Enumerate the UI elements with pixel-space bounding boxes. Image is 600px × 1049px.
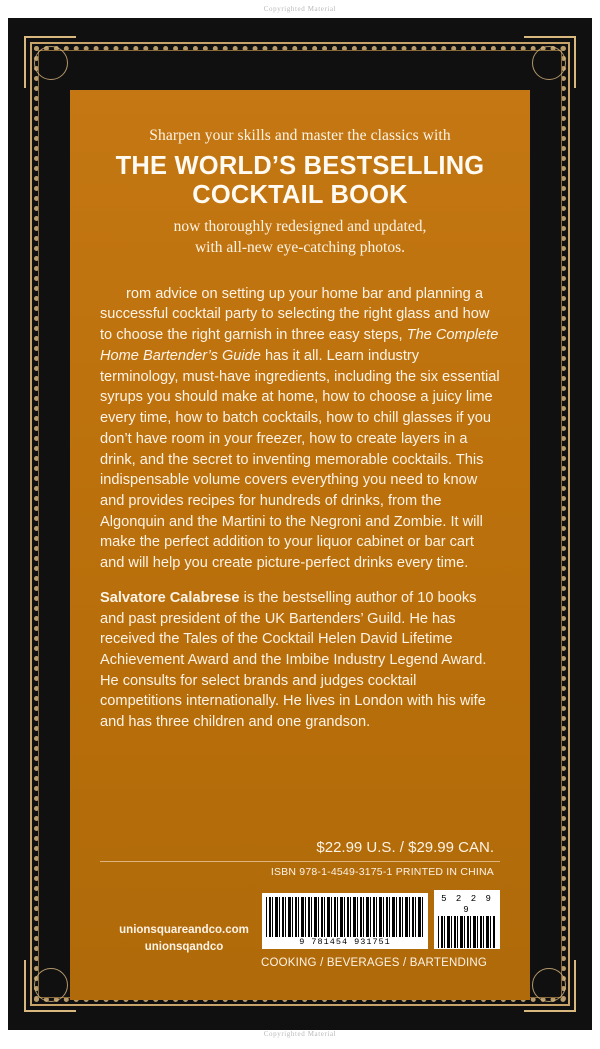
price-addon-digits: 5 2 2 9 9: [438, 894, 496, 916]
blurb-part-1: rom advice on setting up your home bar and planning a successful cocktail party to selecting the right glass and how to choose the right garnish in three easy steps,: [100, 285, 490, 344]
footer-bottom-row: [100, 890, 500, 982]
corner-ornament-bottom-left: [24, 960, 76, 1012]
publisher-social-handle: unionsqandco: [144, 941, 224, 954]
barcode-row: [248, 890, 500, 949]
barcode-area: [248, 890, 500, 969]
book-cover: [8, 18, 592, 1030]
back-cover-blurb: [100, 284, 500, 733]
cover-title: [102, 152, 498, 209]
author-name: Salvatore Calabrese: [100, 589, 240, 606]
price-text: $22.99 U.S. / $29.99 CAN.: [316, 839, 494, 856]
isbn-barcode-digits: 9 781454 931751: [299, 937, 391, 947]
subkicker-text: [102, 217, 498, 257]
copyright-notice-bottom: Copyrighted Material: [263, 1030, 337, 1038]
blurb-part-2: has it all. Learn industry terminology, must-have ingredients, including the six essential syrups you should make at home, how to choose a juicy lime every time, how to batch cocktails, how to chill glasses if you don’t have room in your freezer, how to create layers in a drink, and the secret to inventing memorable cocktails. This indispensable volume covers everything you need to know and provides recipes for hundreds of drinks, from the Algonquin and the Martini to the Negroni and Zombie. It will make the perfect addition to your liquor cabinet or bar cart and will help you create picture-perfect drinks every time.: [100, 347, 500, 572]
kicker-text: Sharpen your skills and master the classics with: [149, 127, 451, 144]
author-bio-text: is the bestselling author of 10 books and past president of the UK Bartenders’ Guild. He has received the Tales of the Cocktail Helen David Lifetime Achievement Award and the Imbibe Industry Legend Award. He consults for select brands and judges cocktail competitions internationally. He lives in London with his wife and has three children and one grandson.: [100, 589, 487, 731]
category-text: COOKING / BEVERAGES / BARTENDING: [260, 957, 487, 969]
price-addon-barcode: [434, 890, 500, 949]
price-addon-barcode-bars: [438, 916, 496, 948]
corner-ornament-top-right: [524, 36, 576, 88]
publisher-website: unionsquareandco.com: [119, 924, 249, 936]
isbn-barcode: [262, 893, 428, 949]
corner-ornament-bottom-right: [524, 960, 576, 1012]
subkicker-line-1: now thoroughly redesigned and updated,: [173, 218, 427, 236]
isbn-text: ISBN 978-1-4549-3175-1 PRINTED IN CHINA: [100, 861, 500, 878]
author-bio-paragraph: [100, 588, 500, 733]
corner-ornament-top-left: [24, 36, 76, 88]
subkicker-line-2: with all-new eye-catching photos.: [194, 238, 406, 256]
isbn-barcode-bars: [266, 897, 424, 937]
copyright-notice-top: Copyrighted Material: [263, 5, 337, 13]
book-title-italic: The Complete Home Bartender’s Guide: [100, 327, 499, 364]
blurb-paragraph-1: [100, 284, 500, 574]
headline-block: [100, 112, 500, 264]
publisher-info: [100, 922, 268, 957]
cover-title-line-2: COCKTAIL BOOK: [192, 180, 408, 209]
cover-content-panel: [70, 90, 530, 1000]
cover-title-line-1: THE WORLD’S BESTSELLING: [115, 152, 485, 181]
cover-footer: [100, 839, 500, 982]
